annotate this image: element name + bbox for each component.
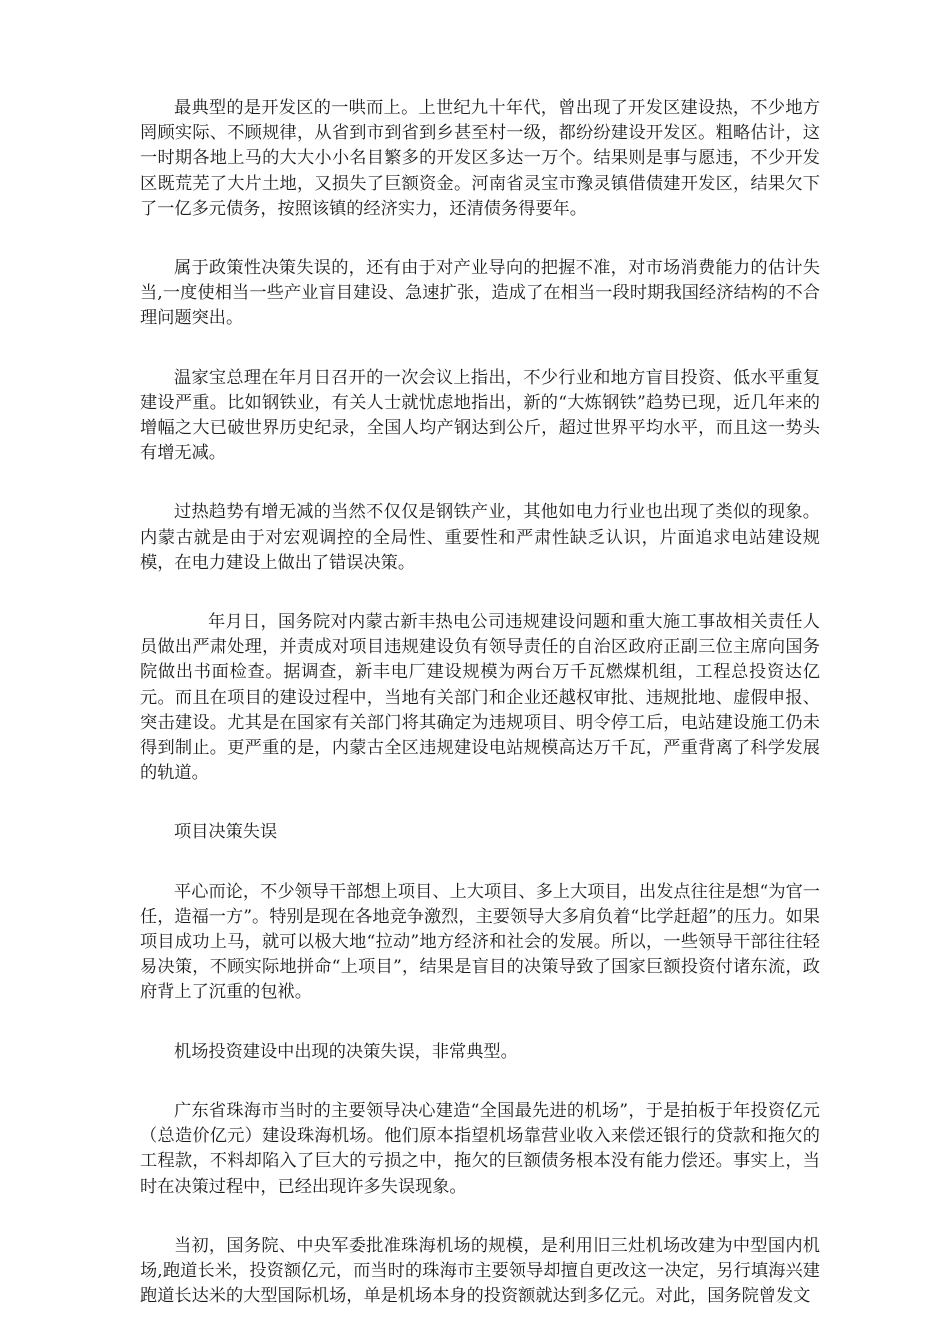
paragraph-leader-motivation: 平心而论，不少领导干部想上项目、上大项目、多上大项目，出发点往往是想“为官一任，造福一方”。特别是现在各地竞争激烈，主要领导大多肩负着“比学赶超”的压力。如果项目成功上马，就可以极大地“拉动”地方经济和社会的发展。所以，一些领导干部往往轻易决策，不顾实际地拼命“上项目”，结果是盲目的决策导致了国家巨额投资付诸东流，政府背上了沉重的包袱。: [140, 881, 820, 1003]
document-page: [140, 96, 820, 1343]
paragraph-steel-overinvestment: 温家宝总理在年月日召开的一次会议上指出，不少行业和地方盲目投资、低水平重复建设严重。比如钢铁业，有关人士就忧虑地指出，新的“大炼钢铁”趋势已现，近几年来的增幅之大已破世界历史纪录，全国人均产钢达到公斤，超过世界平均水平，而且这一势头有增无减。: [140, 367, 820, 464]
paragraph-inner-mongolia-case: 年月日，国务院对内蒙古新丰热电公司违规建设问题和重大施工事故相关责任人员做出严肃处理，并责成对项目违规建设负有领导责任的自治区政府正副三位主席向国务院做出书面检查。据调查，新丰电厂建设规模为两台万千瓦燃煤机组，工程总投资达亿元。而且在项目的建设过程中，当地有关部门和企业还越权审批、违规批地、虚假申报、突击建设。尤其是在国家有关部门将其确定为违规项目、明令停工后，电站建设施工仍未得到制止。更严重的是，内蒙古全区违规建设电站规模高达万千瓦，严重背离了科学发展的轨道。: [140, 612, 820, 784]
paragraph-airport-intro: 机场投资建设中出现的决策失误，非常典型。: [174, 1041, 518, 1062]
paragraph-zhuhai-airport: 广东省珠海市当时的主要领导决心建造“全国最先进的机场”，于是拍板于年投资亿元（总造价亿元）建设珠海机场。他们原本指望机场靠营业收入来偿还银行的贷款和拖欠的工程款，不料却陷入了巨大的亏损之中，拖欠的巨额债务根本没有能力偿还。事实上，当时在决策过程中，已经出现许多失误现象。: [140, 1100, 820, 1197]
paragraph-power-industry: 过热趋势有增无减的当然不仅仅是钢铁产业，其他如电力行业也出现了类似的现象。内蒙古就是由于对宏观调控的全局性、重要性和严肃性缺乏认识，片面追求电站建设规模，在电力建设上做出了错误决策。: [140, 502, 820, 573]
paragraph-policy-misjudgment: 属于政策性决策失误的，还有由于对产业导向的把握不准，对市场消费能力的估计失当,一度使相当一些产业盲目建设、急速扩张，造成了在相当一段时期我国经济结构的不合理问题突出。: [140, 258, 820, 329]
paragraph-zhuhai-approval: 当初，国务院、中央军委批准珠海机场的规模，是利用旧三灶机场改建为中型国内机场,跑道长米，投资额亿元，而当时的珠海市主要领导却擅自更改这一决定，另行填海兴建跑道长达米的大型国际机场，单是机场本身的投资额就达到多亿元。对此，国务院曾发文: [140, 1235, 820, 1307]
paragraph-development-zones: 最典型的是开发区的一哄而上。上世纪九十年代，曾出现了开发区建设热，不少地方罔顾实际、不顾规律，从省到市到省到乡甚至村一级，都纷纷建设开发区。粗略估计，这一时期各地上马的大大小小名目繁多的开发区多达一万个。结果则是事与愿违，不少开发区既荒芜了大片土地，又损失了巨额资金。河南省灵宝市豫灵镇借债建开发区，结果欠下了一亿多元债务，按照该镇的经济实力，还清债务得要年。: [140, 98, 820, 219]
section-heading-project-decision: 项目决策失误: [174, 822, 278, 843]
